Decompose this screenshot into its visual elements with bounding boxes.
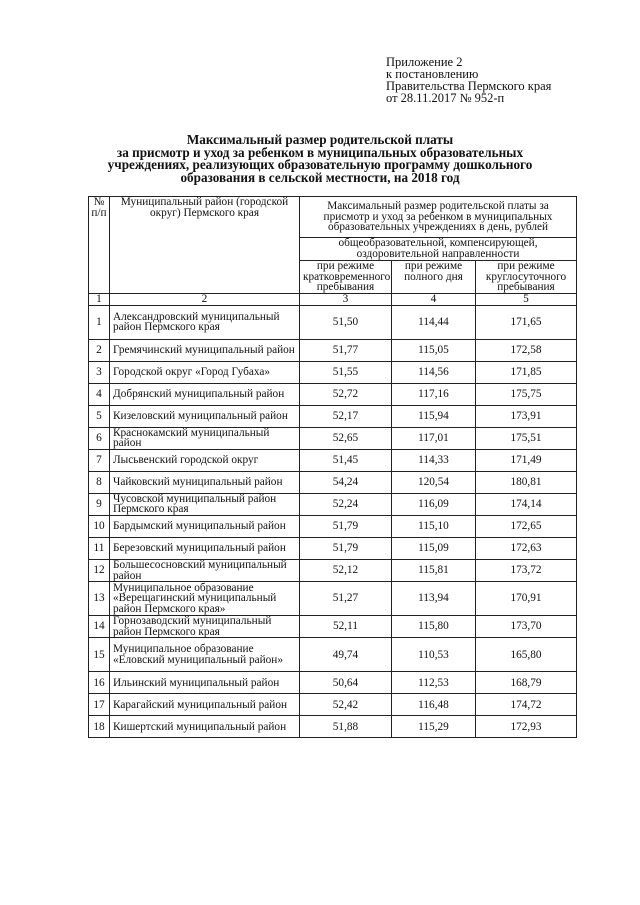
fee-full-day: 116,48	[392, 694, 476, 716]
fee-round-clock: 172,58	[476, 339, 577, 361]
fee-short-stay: 51,88	[300, 716, 392, 738]
column-number: 4	[392, 294, 476, 306]
fee-round-clock: 171,65	[476, 305, 577, 339]
fee-full-day: 114,33	[392, 449, 476, 471]
district-name: Краснокамский муниципальный район	[110, 427, 300, 449]
column-number: 3	[300, 294, 392, 306]
fee-short-stay: 52,65	[300, 427, 392, 449]
fee-short-stay: 51,77	[300, 339, 392, 361]
column-number: 2	[110, 294, 300, 306]
row-number: 7	[89, 449, 110, 471]
fee-round-clock: 172,63	[476, 537, 577, 559]
row-number: 6	[89, 427, 110, 449]
header-full-day: при режиме полного дня	[392, 261, 476, 294]
fee-full-day: 113,94	[392, 582, 476, 616]
district-name: Кишертский муниципальный район	[110, 716, 300, 738]
row-number: 3	[89, 361, 110, 383]
fee-short-stay: 52,24	[300, 493, 392, 515]
fee-full-day: 115,05	[392, 339, 476, 361]
row-number: 12	[89, 559, 110, 581]
table-row	[89, 672, 577, 694]
header-district: Муниципальный район (городской округ) Пермского края	[110, 197, 300, 294]
row-number: 16	[89, 672, 110, 694]
fee-round-clock: 174,14	[476, 493, 577, 515]
district-name: Горнозаводский муниципальный район Пермского края	[110, 616, 300, 638]
fee-full-day: 115,81	[392, 559, 476, 581]
fee-round-clock: 173,91	[476, 405, 577, 427]
table-row	[89, 694, 577, 716]
fee-round-clock: 180,81	[476, 471, 577, 493]
table-row	[89, 537, 577, 559]
row-number: 14	[89, 616, 110, 638]
district-name: Гремячинский муниципальный район	[110, 339, 300, 361]
appendix-line: к постановлению	[386, 67, 479, 81]
district-name: Муниципальное образование «Верещагинский муниципальный район Пермского края»	[110, 582, 300, 616]
fee-full-day: 114,56	[392, 361, 476, 383]
row-number: 9	[89, 493, 110, 515]
fee-short-stay: 51,79	[300, 537, 392, 559]
title-line: Максимальный размер родительской платы	[186, 132, 454, 147]
document-title	[80, 134, 560, 184]
fee-short-stay: 49,74	[300, 638, 392, 672]
fee-full-day: 120,54	[392, 471, 476, 493]
fee-full-day: 115,80	[392, 616, 476, 638]
fee-short-stay: 51,27	[300, 582, 392, 616]
row-number: 10	[89, 515, 110, 537]
fee-full-day: 115,29	[392, 716, 476, 738]
table-row	[89, 383, 577, 405]
fee-full-day: 115,09	[392, 537, 476, 559]
district-name: Кизеловский муниципальный район	[110, 405, 300, 427]
fee-round-clock: 173,70	[476, 616, 577, 638]
title-line: за присмотр и уход за ребенком в муниципальных образовательных	[116, 144, 524, 160]
column-number: 1	[89, 294, 110, 306]
header-short-stay: при режиме кратковременного пребывания	[300, 261, 392, 294]
table-row	[89, 471, 577, 493]
district-name: Большесосновский муниципальный район	[110, 559, 300, 581]
row-number: 18	[89, 716, 110, 738]
fee-short-stay: 52,72	[300, 383, 392, 405]
table-row	[89, 427, 577, 449]
header-number: № п/п	[89, 197, 110, 294]
district-name: Муниципальное образование «Еловский муниципальный район»	[110, 638, 300, 672]
row-number: 8	[89, 471, 110, 493]
fee-round-clock: 174,72	[476, 694, 577, 716]
row-number: 5	[89, 405, 110, 427]
fee-round-clock: 171,85	[476, 361, 577, 383]
title-line: образования в сельской местности, на 2018 год	[180, 169, 460, 185]
fee-short-stay: 54,24	[300, 471, 392, 493]
row-number: 2	[89, 339, 110, 361]
fee-round-clock: 170,91	[476, 582, 577, 616]
appendix-line: Приложение 2	[386, 55, 463, 69]
fee-round-clock: 165,80	[476, 638, 577, 672]
fee-short-stay: 52,12	[300, 559, 392, 581]
district-name: Лысьвенский городской округ	[110, 449, 300, 471]
fee-short-stay: 51,79	[300, 515, 392, 537]
appendix-block	[386, 56, 551, 104]
fee-round-clock: 168,79	[476, 672, 577, 694]
fee-short-stay: 52,17	[300, 405, 392, 427]
fee-round-clock: 175,51	[476, 427, 577, 449]
header-orientation: общеобразовательной, компенсирующей, оздоровительной направленности	[300, 238, 577, 261]
table-row	[89, 716, 577, 738]
fee-round-clock: 172,65	[476, 515, 577, 537]
fee-full-day: 116,09	[392, 493, 476, 515]
fee-round-clock: 175,75	[476, 383, 577, 405]
fee-full-day: 115,10	[392, 515, 476, 537]
row-number: 4	[89, 383, 110, 405]
row-number: 15	[89, 638, 110, 672]
district-name: Бардымский муниципальный район	[110, 515, 300, 537]
table-body	[89, 294, 577, 738]
fee-short-stay: 50,64	[300, 672, 392, 694]
row-number: 1	[89, 305, 110, 339]
appendix-line: Правительства Пермского края	[386, 79, 552, 93]
column-number-row	[89, 294, 577, 306]
table-row	[89, 339, 577, 361]
district-name: Чусовской муниципальный район Пермского края	[110, 493, 300, 515]
fee-short-stay: 51,45	[300, 449, 392, 471]
appendix-line: от 28.11.2017 № 952-п	[386, 91, 505, 105]
fee-full-day: 117,01	[392, 427, 476, 449]
district-name: Березовский муниципальный район	[110, 537, 300, 559]
fee-full-day: 110,53	[392, 638, 476, 672]
district-name: Ильинский муниципальный район	[110, 672, 300, 694]
fee-round-clock: 173,72	[476, 559, 577, 581]
header-fee: Максимальный размер родительской платы за присмотр и уход за ребенком в муниципальных образовательных учреждениях в день, рублей	[300, 197, 577, 238]
title-line: учреждениях, реализующих образовательную программу дошкольного	[107, 157, 533, 173]
fee-short-stay: 52,42	[300, 694, 392, 716]
header-round-clock: при режиме круглосуточного пребывания	[476, 261, 577, 294]
table-row	[89, 493, 577, 515]
fee-short-stay: 52,11	[300, 616, 392, 638]
column-number: 5	[476, 294, 577, 306]
table-row	[89, 515, 577, 537]
fee-full-day: 115,94	[392, 405, 476, 427]
fee-full-day: 114,44	[392, 305, 476, 339]
table-row	[89, 405, 577, 427]
row-number: 17	[89, 694, 110, 716]
table-row	[89, 582, 577, 616]
district-name: Карагайский муниципальный район	[110, 694, 300, 716]
fee-full-day: 112,53	[392, 672, 476, 694]
fee-round-clock: 171,49	[476, 449, 577, 471]
row-number: 11	[89, 537, 110, 559]
district-name: Александровский муниципальный район Пермского края	[110, 305, 300, 339]
table-row	[89, 638, 577, 672]
fee-full-day: 117,16	[392, 383, 476, 405]
fee-table	[88, 196, 577, 738]
district-name: Чайковский муниципальный район	[110, 471, 300, 493]
table-row	[89, 559, 577, 581]
fee-short-stay: 51,50	[300, 305, 392, 339]
fee-round-clock: 172,93	[476, 716, 577, 738]
fee-short-stay: 51,55	[300, 361, 392, 383]
district-name: Городской округ «Город Губаха»	[110, 361, 300, 383]
table-row	[89, 616, 577, 638]
table-row	[89, 305, 577, 339]
district-name: Добрянский муниципальный район	[110, 383, 300, 405]
row-number: 13	[89, 582, 110, 616]
table-row	[89, 449, 577, 471]
table-row	[89, 361, 577, 383]
